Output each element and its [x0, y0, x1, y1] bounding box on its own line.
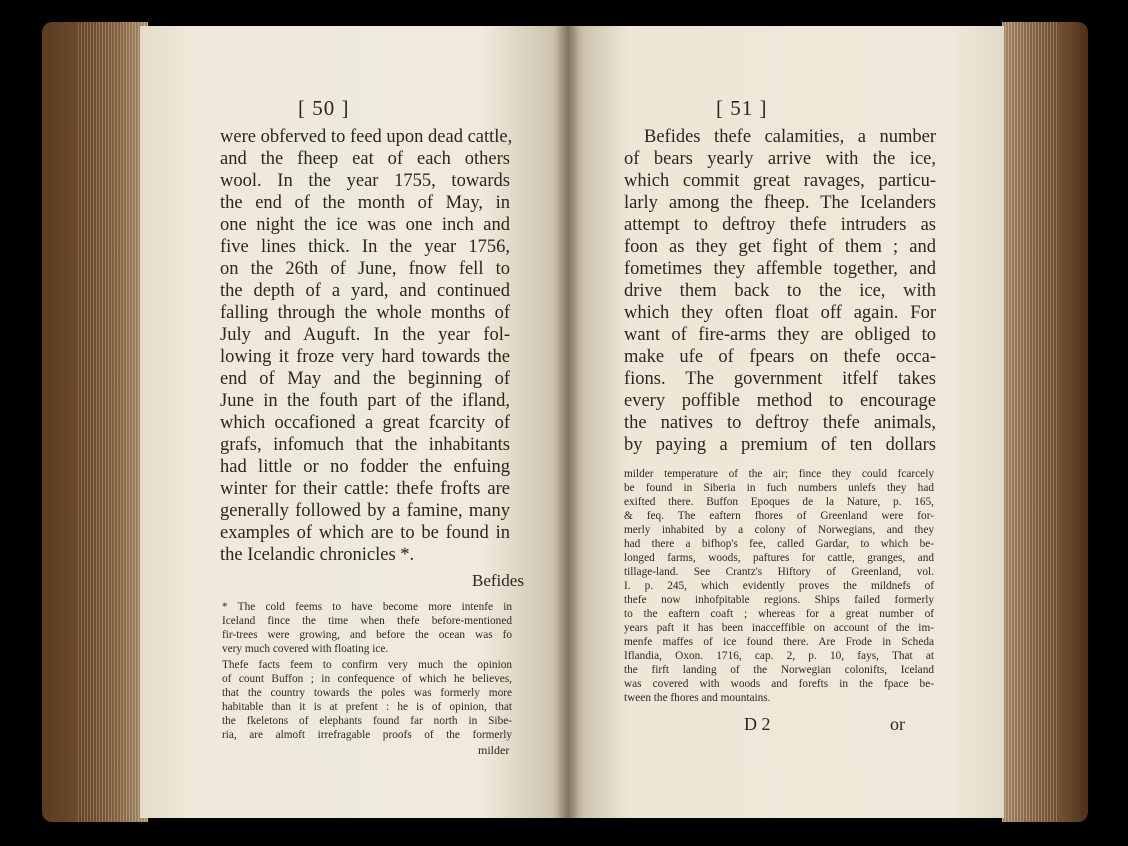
- page-number-header: [ 50 ]: [298, 96, 350, 120]
- catchword: or: [890, 714, 905, 734]
- body-line: examples of which are to be found in: [220, 523, 510, 543]
- footnote-catchword: milder: [478, 743, 510, 757]
- signature-mark: D 2: [744, 714, 771, 734]
- footnote-line: be found in Siberia in fuch numbers unlefs they had: [624, 482, 934, 494]
- body-line: by paying a premium of ten dollars: [624, 435, 936, 455]
- left-page-edges: [42, 22, 148, 822]
- body-line: fions. The government itfelf takes: [624, 369, 936, 389]
- body-line: the Icelandic chronicles *.: [220, 545, 415, 565]
- body-line: larly among the fheep. The Icelanders: [624, 193, 936, 213]
- footnote-line: tween the fhores and mountains.: [624, 692, 771, 704]
- footnote-line: merly inhabited by a colony of Norwegians, and they: [624, 524, 934, 536]
- footnote-line: years paft it has been inacceffible on account of the im-: [624, 622, 934, 634]
- body-line: foon as they get fight of them ; and: [624, 237, 936, 257]
- footnote-line: menfe maffes of ice found there. Are Frode in Scheda: [624, 636, 934, 648]
- footnote-line: * The cold feems to have become more intenfe in: [222, 601, 512, 613]
- body-line: and the fheep eat of each others: [220, 149, 510, 169]
- body-line: generally followed by a famine, many: [220, 501, 510, 521]
- footnote-line: the fkeletons of elephants found far north in Sibe-: [222, 715, 512, 727]
- footnote-line: of count Buffon ; in confequence of which he believes,: [222, 673, 512, 685]
- footnote-line: exifted there. Buffon Epoques de la Nature, p. 165,: [624, 496, 934, 508]
- footnote-line: habitable than it is at prefent : he is of opinion, that: [222, 701, 512, 713]
- left-page: [140, 26, 568, 818]
- body-line: fometimes they affemble together, and: [624, 259, 936, 279]
- body-line: wool. In the year 1755, towards: [220, 171, 510, 191]
- body-line: lowing it froze very hard towards the: [220, 347, 510, 367]
- body-line: make ufe of fpears on thefe occa-: [624, 347, 936, 367]
- footnote-line: the firft landing of the Norwegian colonifts, Iceland: [624, 664, 934, 676]
- body-line: which they often float off again. For: [624, 303, 936, 323]
- body-line: end of May and the beginning of: [220, 369, 510, 389]
- body-line: grafs, infomuch that the inhabitants: [220, 435, 510, 455]
- footnote-line: & feq. The eaftern fhores of Greenland were for-: [624, 510, 934, 522]
- body-line: the end of the month of May, in: [220, 193, 510, 213]
- body-line: which occafioned a great fcarcity of: [220, 413, 510, 433]
- body-line: of bears yearly arrive with the ice,: [624, 149, 936, 169]
- footnote-line: very much covered with floating ice.: [222, 643, 389, 655]
- footnote-line: thefe now inhofpitable regions. Ships failed formerly: [624, 594, 934, 606]
- right-page: [568, 26, 1004, 818]
- book-gutter: [556, 26, 580, 818]
- body-line: falling through the whole months of: [220, 303, 510, 323]
- page-number-header: [ 51 ]: [716, 96, 768, 120]
- body-line: winter for their cattle: thefe frofts are: [220, 479, 510, 499]
- body-line: which commit great ravages, particu-: [624, 171, 936, 191]
- footnote-line: longed farms, woods, paftures for cattle, granges, and: [624, 552, 934, 564]
- body-line: every poffible method to encourage: [624, 391, 936, 411]
- body-line: attempt to deftroy thefe intruders as: [624, 215, 936, 235]
- footnote-line: had there a bifhop's fee, called Gardar, to which be-: [624, 538, 934, 550]
- body-line: one night the ice was one inch and: [220, 215, 510, 235]
- footnote-line: fir-trees were growing, and before the ocean was fo: [222, 629, 512, 641]
- footnote-line: tillage-land. See Crantz's Hiftory of Greenland, vol.: [624, 566, 934, 578]
- body-line: five lines thick. In the year 1756,: [220, 237, 510, 257]
- catchword: Befides: [472, 571, 524, 590]
- footnote-line: was covered with woods and forefts in the fpace be-: [624, 678, 934, 690]
- body-line: June in the fouth part of the ifland,: [220, 391, 510, 411]
- open-book: [42, 22, 1088, 822]
- body-line: July and Auguft. In the year fol-: [220, 325, 510, 345]
- footnote-line: Iflandia, Oxon. 1716, cap. 2, p. 10, fays, That at: [624, 650, 934, 662]
- body-line: on the 26th of June, fnow fell to: [220, 259, 510, 279]
- footnote-line: that the country towards the poles was formerly more: [222, 687, 512, 699]
- footnote-line: Thefe facts feem to confirm very much the opinion: [222, 659, 512, 671]
- right-page-edges: [1002, 22, 1088, 822]
- body-line: want of fire-arms they are obliged to: [624, 325, 936, 345]
- body-line: the depth of a yard, and continued: [220, 281, 510, 301]
- body-line: Befides thefe calamities, a number: [644, 127, 936, 147]
- footnote-line: to the eaftern coaft ; whereas for a great number of: [624, 608, 934, 620]
- body-line: were obferved to feed upon dead cattle,: [220, 127, 513, 147]
- footnote-line: I. p. 245, which evidently proves the mildnefs of: [624, 580, 934, 592]
- body-line: the natives to deftroy thefe animals,: [624, 413, 936, 433]
- body-line: drive them back to the ice, with: [624, 281, 936, 301]
- footnote-line: ria, are almoft irrefragable proofs of the formerly: [222, 729, 512, 741]
- footnote-line: Iceland fince the time when thefe before-mentioned: [222, 615, 512, 627]
- footnote-line: milder temperature of the air; fince they could fcarcely: [624, 468, 934, 480]
- body-line: had little or no fodder the enfuing: [220, 457, 510, 477]
